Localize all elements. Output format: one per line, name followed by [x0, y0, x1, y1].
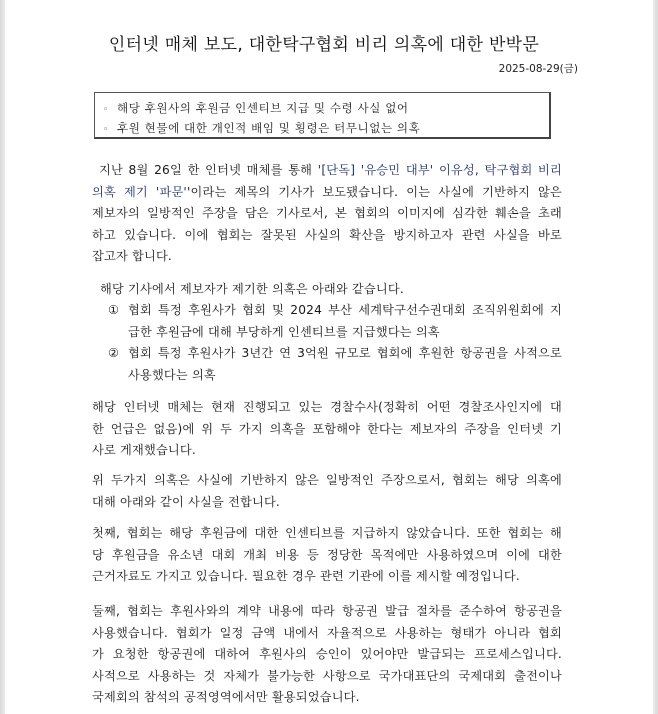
- document-title: 인터넷 매체 보도, 대한탁구협회 비리 의혹에 대한 반박문: [108, 35, 540, 55]
- allegations-heading: 해당 기사에서 제보자가 제기한 의혹은 아래와 같습니다.: [100, 282, 404, 296]
- rebuttal-paragraph: [92, 470, 562, 513]
- summary-item: [95, 118, 549, 138]
- paragraph-line: 대해 아래와 같이 사실을 전합니다.: [92, 494, 280, 509]
- paragraph-line: 둘째, 협회는 후원사와의 계약 내용에 따라 항공권 발급 절차를 준수하여 항공권을: [92, 604, 562, 618]
- paragraph-line: 첫째, 협회는 해당 후원금에 대한 인센티브를 지급하지 않았습니다. 또한 협회는 해: [92, 526, 562, 540]
- paragraph-line: 사용했습니다. 협회가 일정 금액 내에서 자율적으로 사용하는 형태가 아니라 협회: [92, 625, 562, 640]
- paragraph-line: 근거자료도 가지고 있습니다. 필요한 경우 관련 기관에 이를 제시할 예정입니다.: [92, 569, 520, 583]
- paragraph-line: 잡고자 합니다.: [92, 249, 172, 263]
- summary-box: [94, 92, 551, 139]
- text-span: 협회 특정 후원사가 협회 및 2024 부산 세계탁구선수권대회 조직위원회에 지: [128, 303, 562, 317]
- intro-paragraph: [92, 160, 562, 268]
- first-point-paragraph: [92, 523, 562, 588]
- media-paragraph: [92, 397, 562, 462]
- list-item: [108, 300, 562, 322]
- list-item-continuation: 사용했다는 의혹: [128, 367, 216, 382]
- summary-text: 해당 후원사의 후원금 인센티브 지급 및 수령 사실 없어: [117, 101, 409, 115]
- paragraph-line: 사로 게재했습니다.: [92, 443, 196, 457]
- paragraph-line: 하고 있습니다. 이에 협회는 잘못된 사실의 확산을 방지하고자 관련 사실을 바로: [92, 227, 562, 242]
- paragraph-line: [92, 160, 562, 182]
- text-span: '이라는 제목의 기사가 보도됐습니다. 이는 사실에 기반하지 않은: [186, 184, 562, 199]
- text-span: 협회 특정 후원사가 3년간 연 3억원 규모로 협회에 후원한 항공권을 사적으로: [128, 346, 562, 360]
- bullet-icon: ◦: [103, 125, 109, 135]
- list-number: ①: [108, 303, 120, 317]
- list-number: ②: [108, 346, 120, 360]
- paragraph-line: 국제회의 참석의 공적영역에서만 활용되었습니다.: [92, 690, 360, 704]
- paragraph-line: 가 요청한 항공권에 대하여 후원사의 승인이 있어야만 발급되는 프로세스입니다.: [92, 647, 562, 661]
- paragraph-line: 위 두가지 의혹은 사실에 기반하지 않은 일방적인 주장으로서, 협회는 해당 의혹에: [92, 473, 562, 487]
- list-item: [108, 343, 562, 365]
- summary-text: 후원 현물에 대한 개인적 배임 및 횡령은 터무니없는 의혹: [117, 121, 421, 135]
- summary-item: [95, 98, 549, 118]
- paragraph-line: 한 언급은 없음)에 위 두 가지 의혹을 포함해야 한다는 제보자의 주장을 인터넷 기: [92, 421, 562, 436]
- bullet-icon: ◦: [103, 105, 109, 115]
- paragraph-line: 해당 인터넷 매체는 현재 진행되고 있는 경찰수사(정확히 어떤 경찰조사인지에 대: [92, 400, 562, 414]
- paragraph-line: [92, 182, 562, 204]
- allegations-list: [108, 300, 562, 386]
- article-headline: '[단독] '유승민 대부' 이유성, 탁구협회 비리: [317, 163, 563, 177]
- list-item-continuation: 급한 후원금에 대해 부당하게 인센티브를 지급했다는 의혹: [128, 324, 440, 339]
- page-right-edge: [653, 0, 658, 714]
- text-span: 지난 8월 26일 한 인터넷 매체를 통해: [99, 163, 318, 177]
- paragraph-line: 당 후원금을 유소년 대회 개최 비용 등 정당한 목적에만 사용하였으며 이에 대한: [92, 547, 562, 562]
- document-date: 2025-08-29(금): [498, 63, 578, 75]
- article-headline: 의혹 제기 '파문': [92, 184, 187, 199]
- paragraph-line: 사적으로 사용하는 것 자체가 불가능한 사항으로 국가대표단의 국제대회 출전이나: [92, 668, 562, 683]
- paragraph-line: 제보자의 일방적인 주장을 담은 기사로서, 본 협회의 이미지에 심각한 훼손을 초래: [92, 206, 562, 220]
- second-point-paragraph: [92, 601, 562, 709]
- allegations-heading-wrap: [100, 279, 570, 301]
